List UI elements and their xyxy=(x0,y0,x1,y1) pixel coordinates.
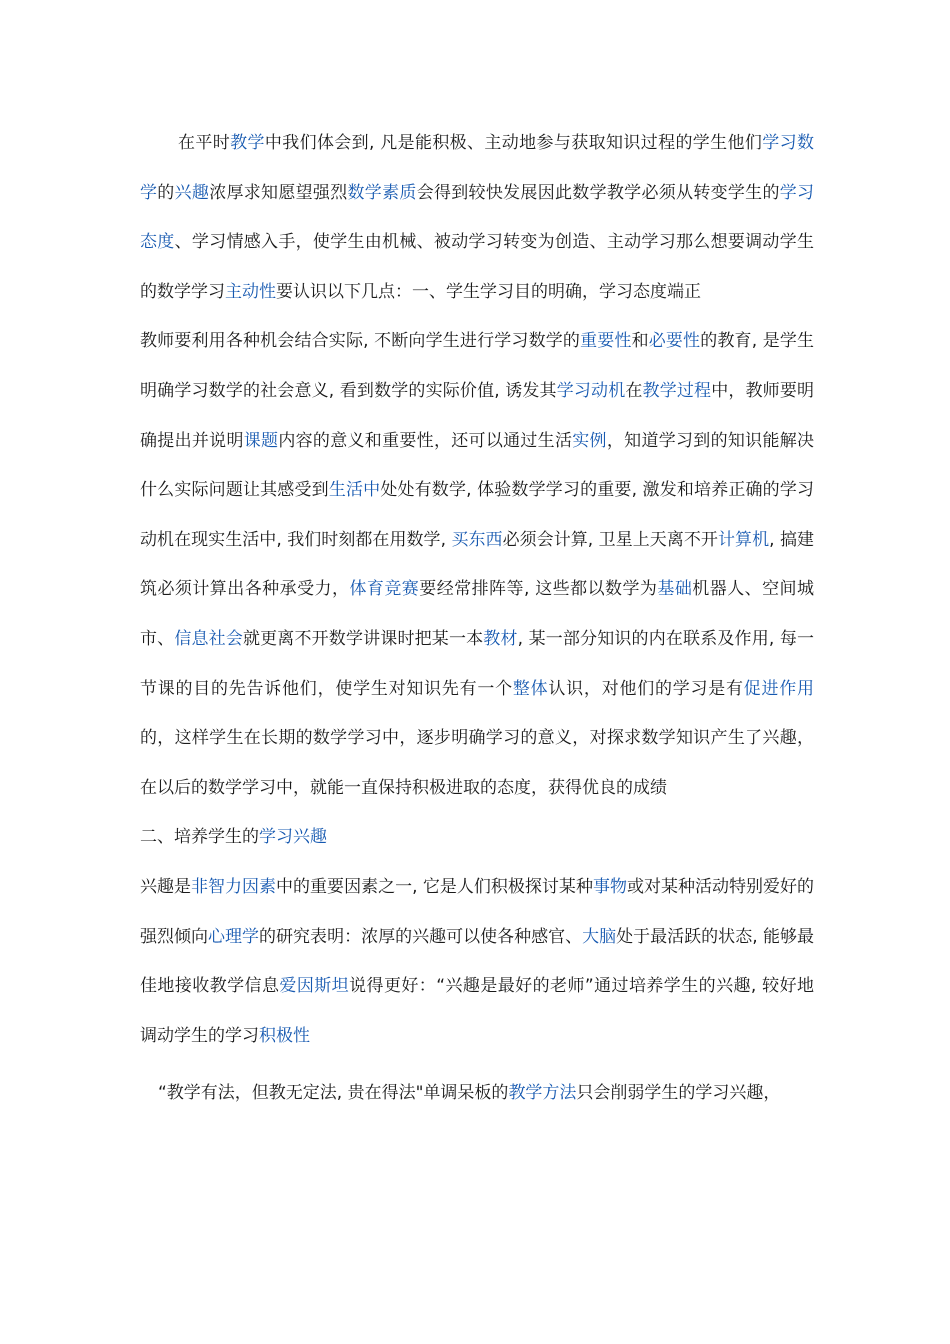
keyword-link[interactable]: 计算机 xyxy=(717,529,770,550)
paragraph-text: 在 xyxy=(625,380,643,401)
paragraph-1 xyxy=(140,119,814,317)
paragraph-2 xyxy=(140,317,814,813)
paragraph-text: 中，教师要明确提出并说明 xyxy=(140,380,815,451)
paragraph-text: 的教育, 是学生明确学习数学的社会意义, 看到数学的实际价值, 诱发其 xyxy=(140,331,815,401)
keyword-link[interactable]: 大脑 xyxy=(582,926,617,947)
keyword-link[interactable]: 实例 xyxy=(572,430,607,451)
keyword-link[interactable]: 促进作用 xyxy=(743,678,815,699)
paragraph-text: 内容的意义和重要性，还可以通过生活 xyxy=(278,430,573,451)
paragraph-text: 或对某种活动特别爱好的强烈倾向 xyxy=(140,876,815,947)
paragraph-4 xyxy=(140,863,814,1061)
paragraph-text: 必须会计算, 卫星上天离不开 xyxy=(502,529,718,550)
keyword-link[interactable]: 事物 xyxy=(592,876,627,897)
paragraph-text: 说得更好：“兴趣是最好的老师”通过培养学生的兴趣, 较好地调动学生的学习 xyxy=(140,976,815,1046)
paragraph-text: 只会削弱学生的学习兴趣， xyxy=(576,1083,781,1104)
keyword-link[interactable]: 心理学 xyxy=(208,926,260,947)
paragraph-text: 要认识以下几点：一、学生学习目的明确，学习态度端正 xyxy=(276,281,701,302)
keyword-link[interactable]: 兴趣 xyxy=(174,182,210,203)
keyword-link[interactable]: 整体 xyxy=(512,678,549,699)
paragraph-text: 会得到较快发展因此数学教学必须从转变学生的 xyxy=(416,182,780,203)
paragraph-text: 中我们体会到, 凡是能积极、主动地参与获取知识过程的学生他们 xyxy=(264,133,763,153)
paragraph-text: “教学有法，但教无定法, 贵在得法"单调呆板的 xyxy=(158,1083,509,1104)
paragraph-text: 机器人、空间城市、 xyxy=(140,579,815,649)
paragraph-text: 的 xyxy=(157,182,175,203)
paragraph-text: , 某一部分知识的内在联系及作用, 每一节课的目的先告诉他们，使学生对知识先有一个 xyxy=(140,628,815,699)
paragraph-text: 的研究表明：浓厚的兴趣可以使各种感官、 xyxy=(259,926,583,947)
paragraph-3 xyxy=(140,813,814,863)
keyword-link[interactable]: 学习态度 xyxy=(140,182,815,253)
keyword-link[interactable]: 课题 xyxy=(243,430,279,451)
paragraph-text: 认识，对他们的学习是有 xyxy=(548,678,744,699)
keyword-link[interactable]: 体育竞赛 xyxy=(349,579,420,600)
paragraph-text: 在平时 xyxy=(178,133,231,153)
paragraph-text: 要经常排阵等, 这些都以数学为 xyxy=(419,579,658,600)
keyword-link[interactable]: 积极性 xyxy=(259,1025,310,1046)
paragraph-text: 处于最活跃的状态, 能够最佳地接收教学信息 xyxy=(140,926,815,997)
paragraph-text: 中的重要因素之一, 它是人们积极探讨某种 xyxy=(276,876,593,897)
keyword-link[interactable]: 学习兴趣 xyxy=(259,827,327,848)
paragraph-text: 、学习情感入手，使学生由机械、被动学习转变为创造、主动学习那么想要调动学生的数学学习 xyxy=(140,232,815,302)
keyword-link[interactable]: 重要性 xyxy=(580,331,632,352)
paragraph-text: 浓厚求知愿望强烈 xyxy=(209,182,348,203)
keyword-link[interactable]: 教学 xyxy=(230,133,265,153)
keyword-link[interactable]: 学习数学 xyxy=(140,133,815,203)
keyword-link[interactable]: 教学过程 xyxy=(642,380,712,401)
keyword-link[interactable]: 教材 xyxy=(483,628,518,649)
keyword-link[interactable]: 生活中 xyxy=(328,480,381,501)
paragraph-text: 二、培养学生的 xyxy=(140,827,259,848)
document-body xyxy=(140,119,814,1119)
keyword-link[interactable]: 基础 xyxy=(657,579,693,600)
paragraph-text: 兴趣是 xyxy=(140,876,192,897)
paragraph-text: 处处有数学, 体验数学学习的重要, 激发和培养正确的学习动机在现实生活中, 我们时刻都在用数学, xyxy=(140,480,815,550)
paragraph-text: 和 xyxy=(631,331,649,352)
keyword-link[interactable]: 必要性 xyxy=(648,331,701,352)
paragraph-text: , 搞建筑必须计算出各种承受力， xyxy=(140,529,815,600)
keyword-link[interactable]: 数学素质 xyxy=(347,182,417,203)
paragraph-text: ，知道学习到的知识能解决什么实际问题让其感受到 xyxy=(140,430,815,501)
keyword-link[interactable]: 信息社会 xyxy=(174,628,243,649)
keyword-link[interactable]: 爱因斯坦 xyxy=(279,976,350,997)
keyword-link[interactable]: 买东西 xyxy=(451,529,503,550)
keyword-link[interactable]: 教学方法 xyxy=(508,1083,577,1104)
keyword-link[interactable]: 主动性 xyxy=(225,281,276,302)
paragraph-5 xyxy=(140,1069,814,1119)
paragraph-text: 的，这样学生在长期的数学学习中，逐步明确学习的意义，对探求数学知识产生了兴趣，在以后的数学学习中，就能一直保持积极进取的态度，获得优良的成绩 xyxy=(140,728,814,798)
paragraph-text: 教师要利用各种机会结合实际, 不断向学生进行学习数学的 xyxy=(140,331,581,352)
paragraph-text: 就更离不开数学讲课时把某一本 xyxy=(242,628,484,649)
keyword-link[interactable]: 学习动机 xyxy=(556,380,626,401)
keyword-link[interactable]: 非智力因素 xyxy=(191,876,277,897)
